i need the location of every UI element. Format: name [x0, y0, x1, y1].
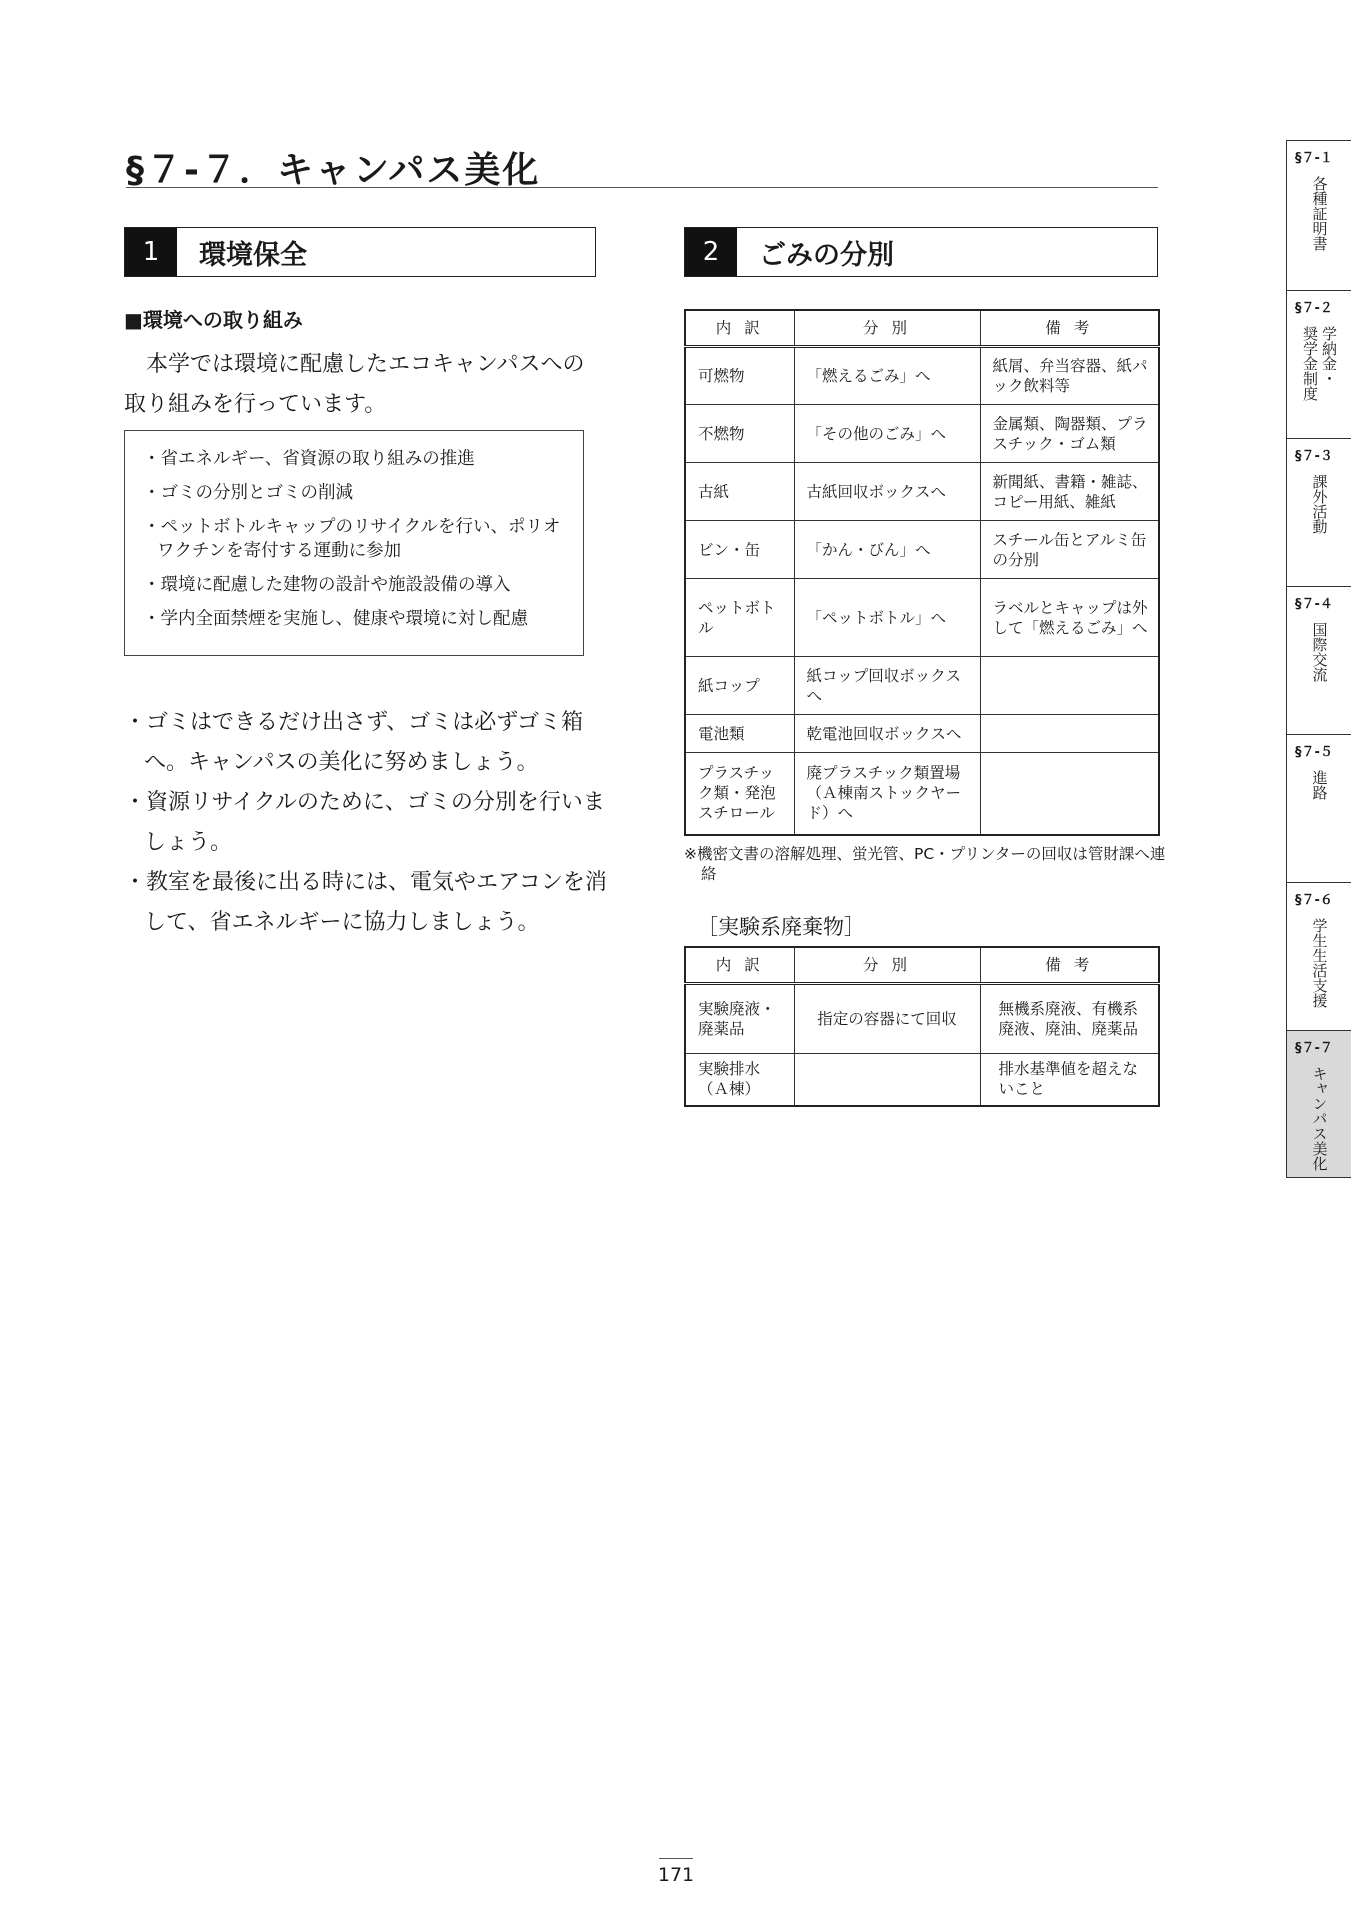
- table-cell: ラベルとキャップは外して「燃えるごみ」へ: [980, 579, 1159, 657]
- tab-extracurricular[interactable]: [1286, 438, 1351, 586]
- guidance-item: ・教室を最後に出る時には、電気やエアコンを消して、省エネルギーに協力しましょう。: [124, 870, 607, 935]
- tab-label: 進路: [1310, 770, 1329, 800]
- table-cell: 電池類: [685, 715, 794, 753]
- table-cell: 「燃えるごみ」へ: [794, 347, 980, 405]
- table-cell: [794, 1054, 980, 1106]
- table-cell: 実験廃液・廃薬品: [685, 984, 794, 1054]
- table-cell: 実験排水（Ａ棟）: [685, 1054, 794, 1106]
- guidance-list: [124, 703, 610, 943]
- table-cell: 金属類、陶器類、プラスチック・ゴム類: [980, 405, 1159, 463]
- tab-label: 学納金・: [1320, 326, 1338, 386]
- tab-number: §７-７: [1295, 1041, 1333, 1056]
- table-header-row: [685, 947, 1159, 984]
- table-row: [685, 579, 1159, 657]
- table-row: [685, 753, 1159, 835]
- tab-number: §７-３: [1295, 449, 1333, 464]
- table-cell: [980, 657, 1159, 715]
- table-cell: 不燃物: [685, 405, 794, 463]
- table-cell: 乾電池回収ボックスへ: [794, 715, 980, 753]
- section-number: 2: [685, 228, 737, 276]
- table-row: [685, 1054, 1159, 1106]
- table-cell: 紙コップ回収ボックスへ: [794, 657, 980, 715]
- column-header: 分 別: [794, 310, 980, 347]
- table-row: [685, 657, 1159, 715]
- initiative-item: ・省エネルギー、省資源の取り組みの推進: [143, 449, 475, 469]
- initiative-item: ・学内全面禁煙を実施し、健康や環境に対し配慮: [143, 609, 528, 629]
- table-cell: 紙屑、弁当容器、紙パック飲料等: [980, 347, 1159, 405]
- table-row: [685, 521, 1159, 579]
- column-header: 備 考: [980, 947, 1159, 984]
- section-label: 環境保全: [199, 239, 307, 271]
- tab-number: §７-１: [1295, 151, 1333, 166]
- table-cell: 新聞紙、書籍・雑誌、コピー用紙、雑紙: [980, 463, 1159, 521]
- sub-heading: ■環境への取り組み: [124, 308, 303, 332]
- table-row: [685, 463, 1159, 521]
- page-title: §７-７．キャンパス美化: [126, 150, 541, 191]
- section-number: 1: [125, 228, 177, 276]
- table-cell: ビン・缶: [685, 521, 794, 579]
- table-cell: ペットボトル: [685, 579, 794, 657]
- tab-international[interactable]: [1286, 586, 1351, 734]
- initiatives-box: [124, 430, 584, 656]
- table-cell: 「その他のごみ」へ: [794, 405, 980, 463]
- tab-campus-beautification[interactable]: [1286, 1030, 1351, 1178]
- lab-waste-title: ［実験系廃棄物］: [697, 915, 865, 939]
- initiative-item: ・環境に配慮した建物の設計や施設設備の導入: [143, 575, 511, 595]
- table-cell: 古紙回収ボックスへ: [794, 463, 980, 521]
- initiative-item: ・ゴミの分別とゴミの削減: [143, 483, 353, 503]
- table-cell: 指定の容器にて回収: [794, 984, 980, 1054]
- tab-number: §７-５: [1295, 745, 1333, 760]
- tab-label: 課外活動: [1310, 474, 1329, 534]
- tab-label: キャンパス美化: [1310, 1066, 1329, 1171]
- initiative-item: ・ペットボトルキャップのリサイクルを行い、ポリオワクチンを寄付する運動に参加: [143, 517, 561, 561]
- tab-tuition-scholarship[interactable]: [1286, 290, 1351, 438]
- table-cell: 無機系廃液、有機系廃液、廃油、廃薬品: [980, 984, 1159, 1054]
- table-row: [685, 405, 1159, 463]
- tab-certificates[interactable]: [1286, 140, 1351, 290]
- page-number-rule: [659, 1858, 693, 1859]
- column-header: 備 考: [980, 310, 1159, 347]
- table-cell: 「ペットボトル」へ: [794, 579, 980, 657]
- tab-label: 各種証明書: [1310, 176, 1329, 251]
- page-number: 171: [657, 1864, 695, 1886]
- tab-label: 奨学金制度: [1301, 326, 1319, 401]
- tab-label: 学生生活支援: [1310, 918, 1329, 1008]
- table-cell: [980, 753, 1159, 835]
- section-header-waste-sorting: [684, 227, 1158, 277]
- table-row: [685, 984, 1159, 1054]
- table-row: [685, 715, 1159, 753]
- intro-paragraph: 本学では環境に配慮したエコキャンパスへの取り組みを行っています。: [124, 352, 585, 417]
- tab-career[interactable]: [1286, 734, 1351, 882]
- table-cell: 「かん・びん」へ: [794, 521, 980, 579]
- title-divider: [126, 187, 1158, 188]
- tab-number: §７-６: [1295, 893, 1333, 908]
- waste-sorting-table: [684, 309, 1160, 836]
- section-header-environment: [124, 227, 596, 277]
- section-label: ごみの分別: [759, 239, 894, 271]
- column-header: 分 別: [794, 947, 980, 984]
- table-cell: プラスチック類・発泡スチロール: [685, 753, 794, 835]
- table-cell: 古紙: [685, 463, 794, 521]
- lab-waste-table: [684, 946, 1160, 1107]
- tab-number: §７-４: [1295, 597, 1333, 612]
- guidance-item: ・資源リサイクルのために、ゴミの分別を行いましょう。: [124, 790, 605, 855]
- table-cell: [980, 715, 1159, 753]
- tab-label: 国際交流: [1310, 622, 1329, 682]
- table-cell: 排水基準値を超えないこと: [980, 1054, 1159, 1106]
- column-header: 内 訳: [685, 310, 794, 347]
- table-cell: スチール缶とアルミ缶の分別: [980, 521, 1159, 579]
- table-cell: 可燃物: [685, 347, 794, 405]
- table-row: [685, 347, 1159, 405]
- tab-number: §７-２: [1295, 301, 1333, 316]
- confidential-note: ※機密文書の溶解処理、蛍光管、PC・プリンターの回収は管財課へ連絡: [684, 845, 1166, 883]
- table-cell: 廃プラスチック類置場（Ａ棟南ストックヤード）へ: [794, 753, 980, 835]
- column-header: 内 訳: [685, 947, 794, 984]
- table-cell: 紙コップ: [685, 657, 794, 715]
- tab-student-support[interactable]: [1286, 882, 1351, 1030]
- table-header-row: [685, 310, 1159, 347]
- guidance-item: ・ゴミはできるだけ出さず、ゴミは必ずゴミ箱へ。キャンパスの美化に努めましょう。: [124, 710, 584, 775]
